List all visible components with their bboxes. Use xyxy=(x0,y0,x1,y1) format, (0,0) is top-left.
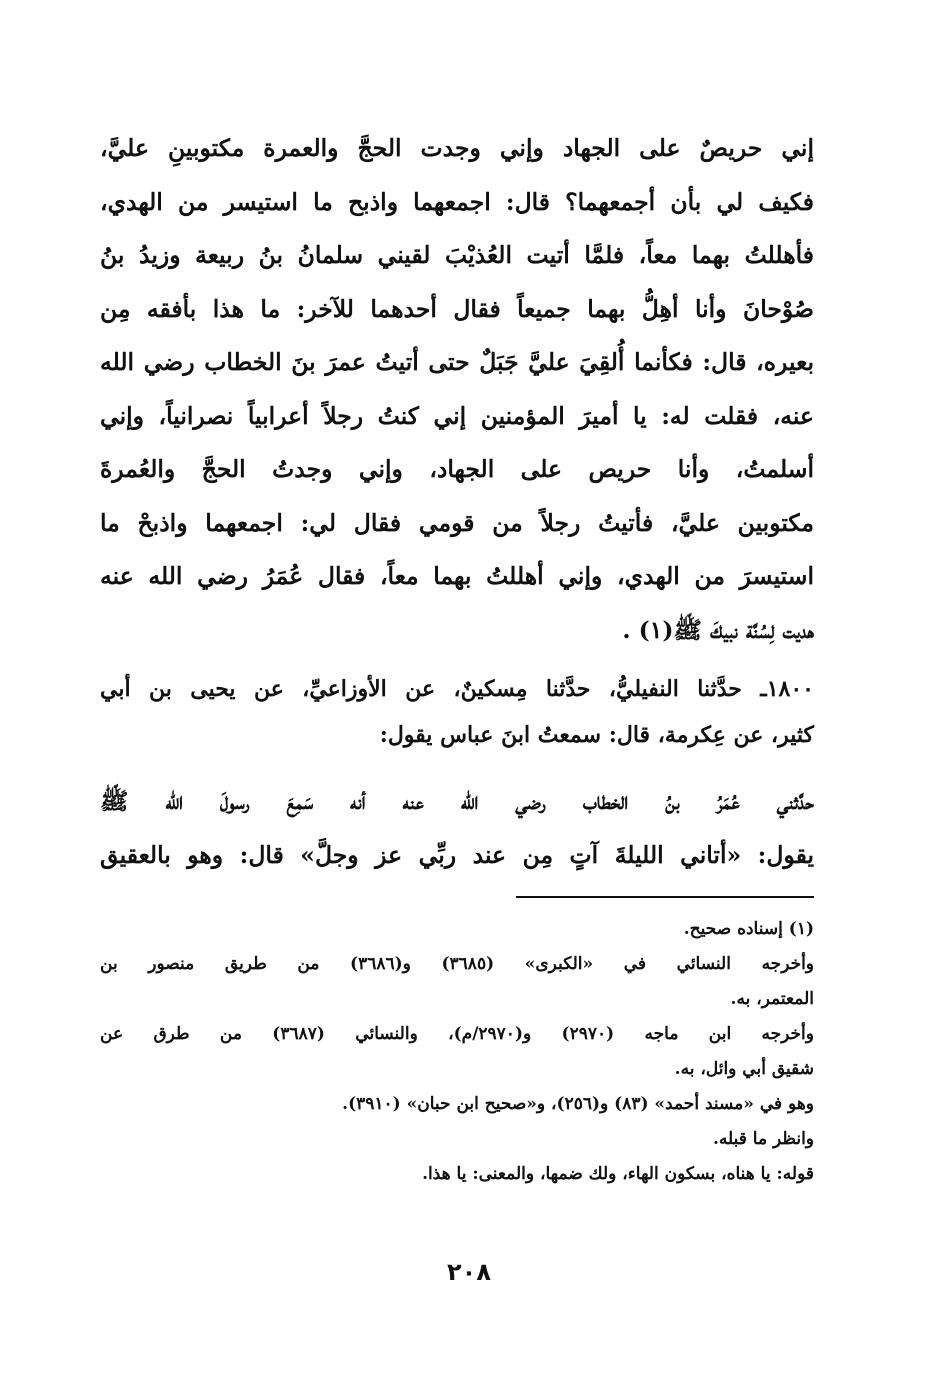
quote-line: يقول: «أتاني الليلةَ آتٍ مِن عند ربِّي عز وجلَّ» قال: وهو بالعقيق xyxy=(100,841,814,869)
footnotes xyxy=(100,912,814,1192)
main-line: فأهللتُ بهما معاً، فلمَّا أتيت العُذيْبَ لقيني سلمانُ بنُ ربيعة وزيدُ بنُ xyxy=(100,241,814,269)
footnote-line: وهو في «مسند أحمد» (٨٣) و(٢٥٦)، و«صحيح ابن حبان» (٣٩١٠). xyxy=(342,1094,814,1114)
footnote-line: وأخرجه النسائي في «الكبرى» (٣٦٨٥) و(٣٦٨٦) من طريق منصور بن xyxy=(100,954,815,974)
main-line: عنه، فقلت له: يا أميرَ المؤمنين إني كنتُ رجلاً أعرابياً نصرانياً، وإني xyxy=(100,401,814,430)
main-passage xyxy=(100,122,814,657)
page-number: ٢٠٨ xyxy=(447,1258,491,1286)
hadith-line: ١٨٠٠ـ حدَّثنا النفيليُّ، حدَّثنا مِسكينٌ، عن الأوزاعيِّ، عن يحيى بن أبي xyxy=(100,676,814,702)
main-line: استيسرَ من الهدي، وإني أهللتُ بهما معاً، فقال عُمَرُ رضي الله عنه xyxy=(100,562,814,590)
footnote-line: وانظر ما قبله. xyxy=(712,1129,814,1149)
footnote-separator xyxy=(516,896,814,898)
hadith-line: كثير، عن عِكرمة، قال: سمعتُ ابنَ عباس يقول: xyxy=(379,722,814,748)
main-line: هديت لِسُنَّة نبيكَ ﷺ(١) . xyxy=(622,615,814,644)
hadith-quote xyxy=(100,774,814,882)
main-line: أسلمتُ، وأنا حريص على الجهاد، وإني وجدتُ الحجَّ والعُمرةَ xyxy=(100,455,814,483)
footnote-line: شقيق أبي وائل، به. xyxy=(674,1059,814,1079)
quote-line: حدَّثني عُمَرُ بنُ الخطاب رضي الله عنه أنه سَمِعَ رسولَ الله ﷺ xyxy=(100,787,814,815)
footnote-line: المعتمر، به. xyxy=(730,989,814,1009)
main-line: مكتوبين عليَّ، فأتيتُ رجلاً من قومي فقال لي: اجمعهما واذبحْ ما xyxy=(100,508,814,537)
footnote-line: (١) إسناده صحيح. xyxy=(683,919,814,939)
hadith-1800 xyxy=(100,666,814,758)
main-line: فكيف لي بأن أجمعهما؟ قال: اجمعهما واذبح ما استيسر من الهدي، xyxy=(100,187,814,216)
footnote-line: وأخرجه ابن ماجه (٢٩٧٠) و(٢٩٧٠/م)، والنسائي (٣٦٨٧) من طرق عن xyxy=(100,1024,814,1044)
main-line: إني حريصٌ على الجهاد وإني وجدت الحجَّ والعمرة مكتوبينِ عليَّ، xyxy=(100,134,814,162)
main-line: صُوْحانَ وأنا أهِلُّ بهما جميعاً فقال أحدهما للآخر: ما هذا بأفقه مِن xyxy=(100,294,814,323)
footnote-line: قوله: يا هناه، بسكون الهاء، ولك ضمها، والمعنى: يا هذا. xyxy=(422,1164,814,1184)
main-line: بعيره، قال: فكأنما أُلقِيَ عليَّ جَبَلٌ حتى أتيتُ عمرَ بنَ الخطاب رضي الله xyxy=(100,348,814,376)
